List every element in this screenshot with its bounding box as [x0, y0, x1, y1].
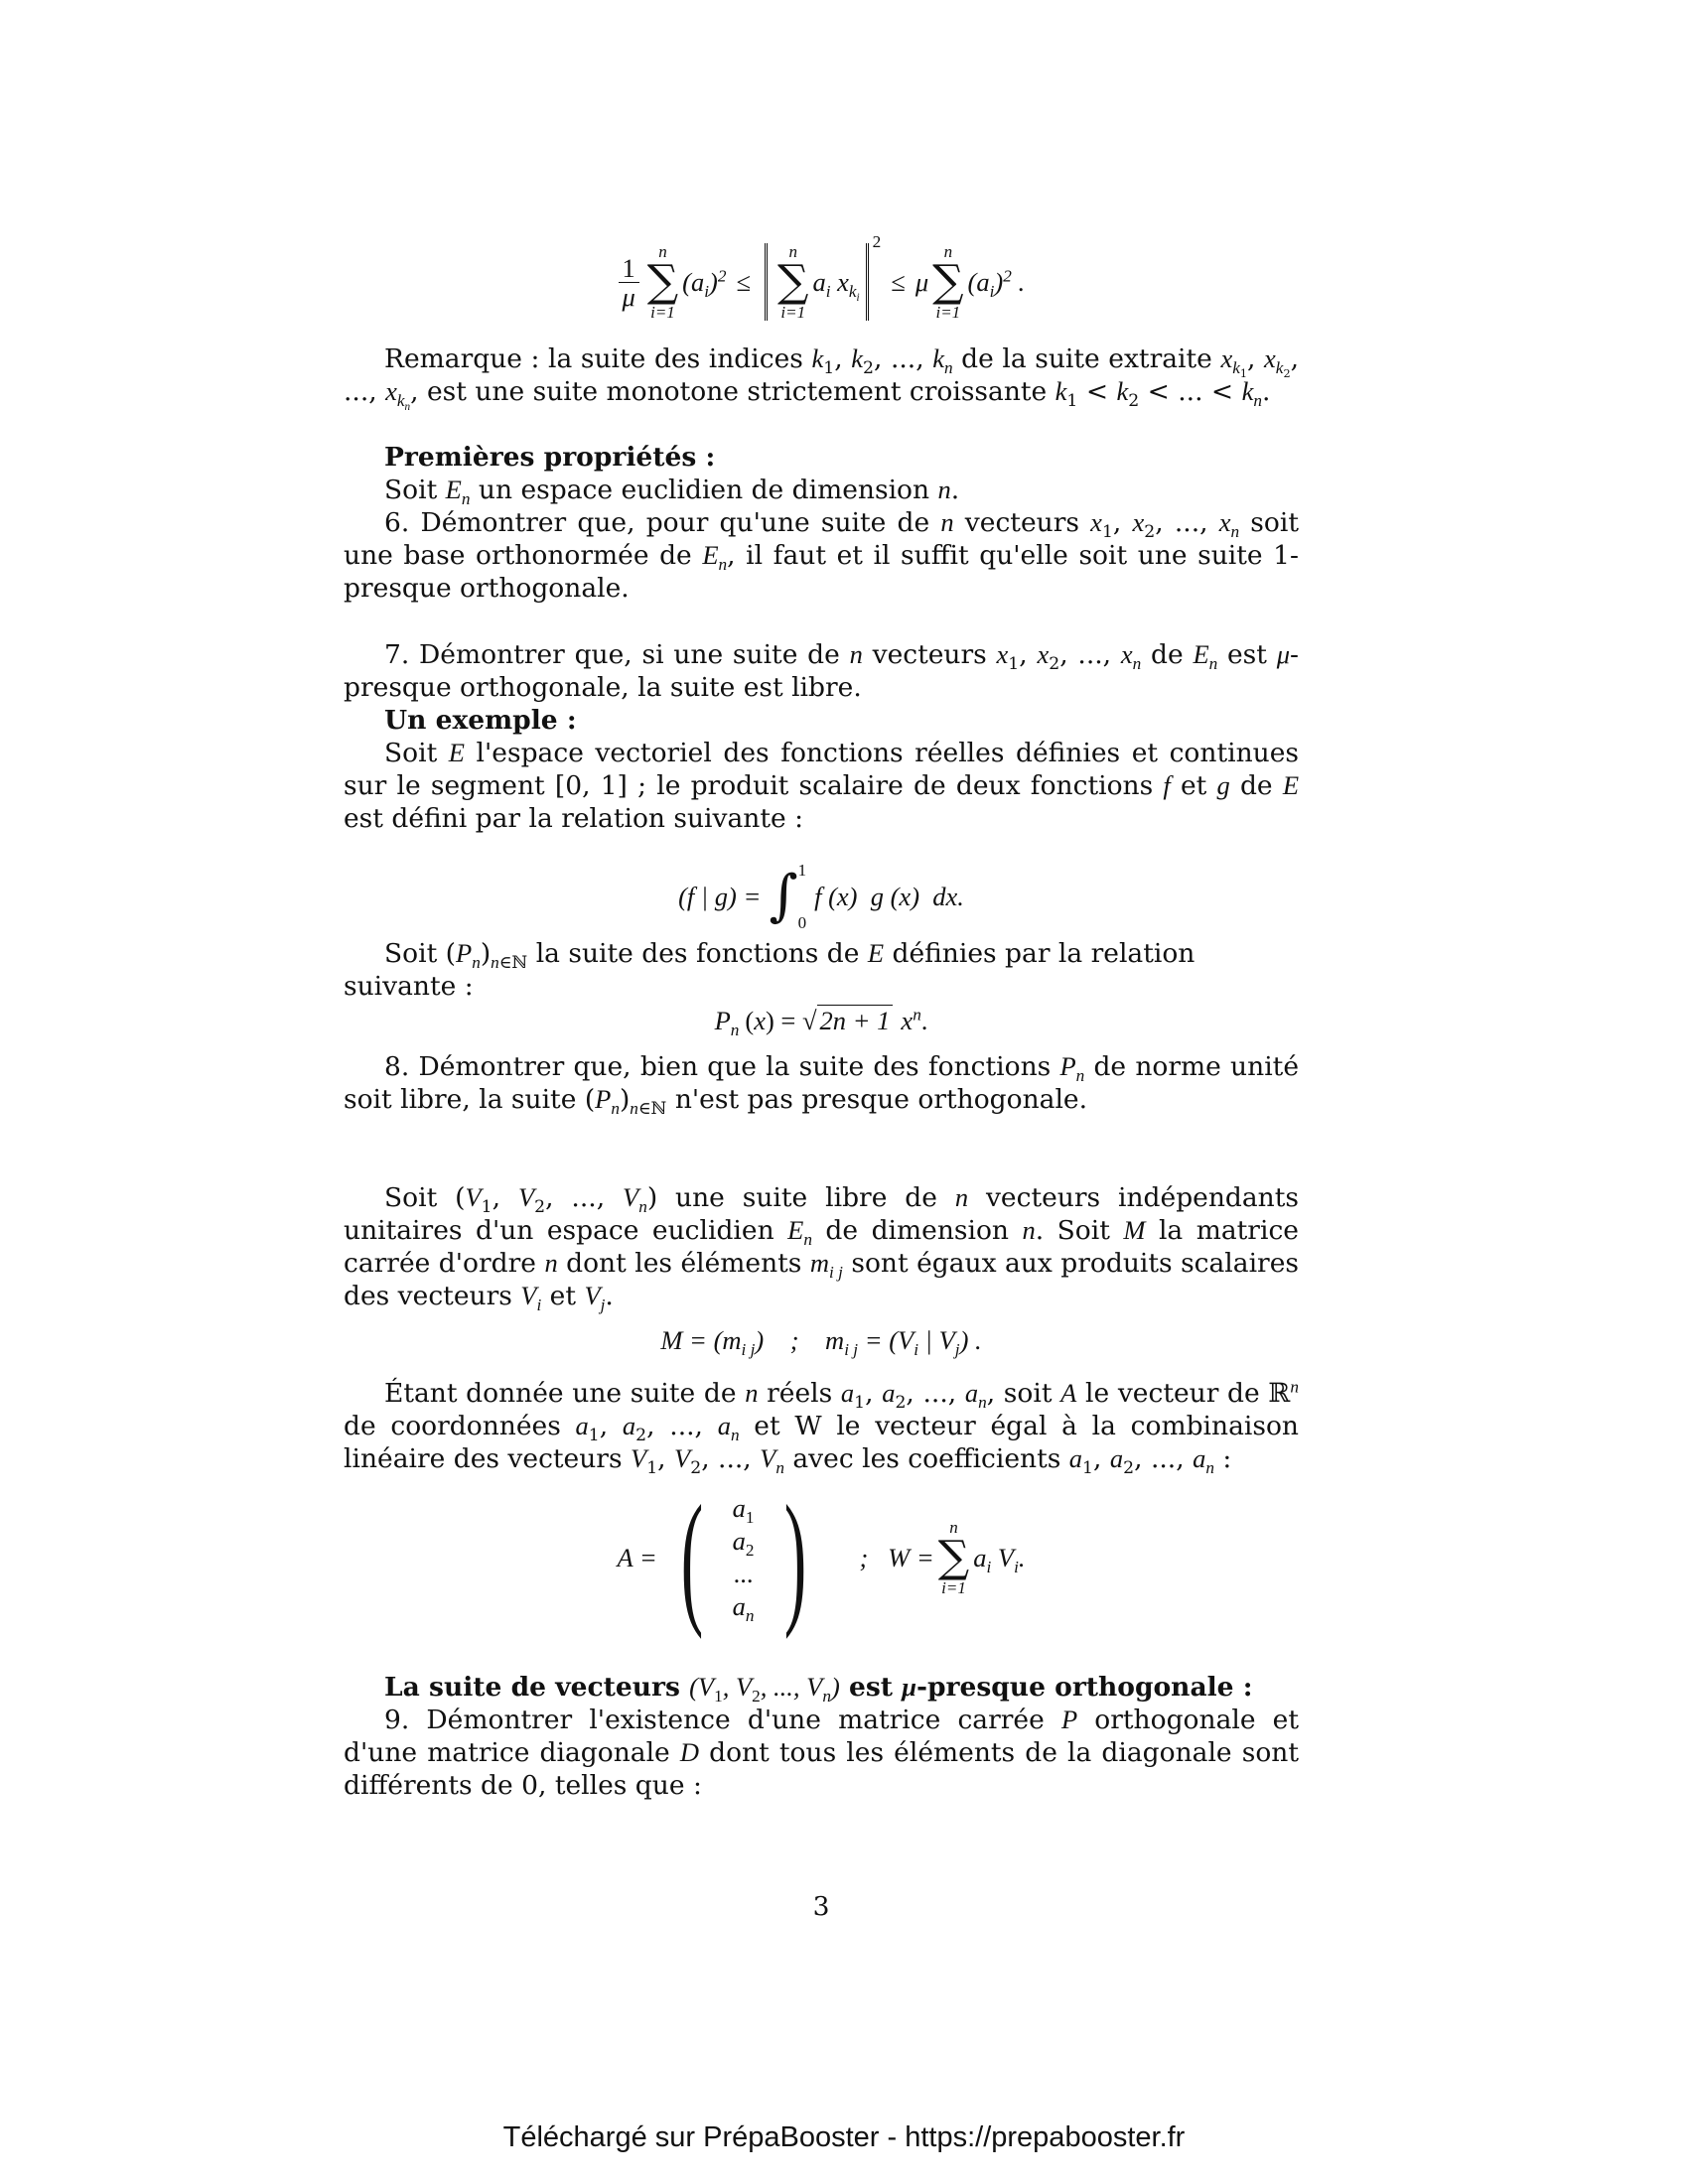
matrix-w-formula: A = ( $a_1$ $a_2$ ... $a_n$ ) ; W = n ∑ i=1 $a_i$ $V_i$. [617, 1475, 1026, 1640]
question-7: 7. Démontrer que, si une suite de n vecteurs $x_1$, $x_2$, ..., $x_n$ de $E_n$ est μ-presque orthogonale, la suite est libre. Un exemple : Soit E l'espace vectoriel des fonctions réelles définies et continues sur le segment [0, 1] ; le produit scalaire de deux fonctions f et g de E est défini par la relation suivante : [344, 639, 1299, 834]
remarque-paragraph: Remarque : la suite des indices $k_1$, $k_2$, ..., $k_n$ de la suite extraite $x_{k_1}$, $x_{k_2}$, ..., $x_{k_n}$, est une suite monotone strictement croissante $k_1 < k_2$ < ... < $k_n$. [344, 343, 1299, 413]
premieres-proprietes-section: Premières propriétés : Soit $E_n$ un espace euclidien de dimension n. 6. Démontrer que, pour qu'une suite de n vecteurs $x_1$, $x_2$, ..., $x_n$ soit une base orthonormée de $E_n$, il faut et il suffit qu'elle soit une suite 1-presque orthogonale. [344, 442, 1299, 604]
page-number: 3 [812, 1891, 830, 1922]
fraction-one-over-mu: $\frac{1}{\mu}$ [619, 254, 639, 311]
download-footer: Téléchargé sur PrépaBooster - https://prepabooster.fr [502, 2121, 1186, 2153]
section-heading: La suite de vecteurs ($V_1$, $V_2$, ..., $V_n$) est μ-presque orthogonale : [384, 1672, 1253, 1706]
pn-paragraph: Soit $(P_n)_{n\in ℕ}$ la suite des fonctions de E définies par la relation suivante : [344, 938, 1196, 1002]
question-6: 6. Démontrer que, pour qu'une suite de n vecteurs $x_1$, $x_2$, ..., $x_n$ soit une base orthonormée de $E_n$, il faut et il suffit qu'elle soit une suite 1-presque orthogonale. [344, 507, 1299, 604]
vectors-paragraph: Soit ($V_1$, $V_2$, ..., $V_n$) une suite libre de n vecteurs indépendants unitaires d'un espace euclidien $E_n$ de dimension n. Soit M la matrice carrée d'ordre n dont les éléments $m_{i j}$ sont égaux aux produits scalaires des vecteurs $V_i$ et $V_j$. [344, 1182, 1300, 1315]
integral-formula: (f | g) = ∫ 1 0 f (x) g (x) dx. [678, 861, 964, 932]
section-heading: Un exemple : [384, 705, 577, 736]
coefficients-paragraph: Étant donnée une suite de n réels $a_1$, $a_2$, ..., $a_n$, soit A le vecteur de ℝ$^n$ de coordonnées $a_1$, $a_2$, ..., $a_n$ et W le vecteur égal à la combinaison linéaire des vecteurs $V_1$, $V_2$, ..., $V_n$ avec les coefficients $a_1$, $a_2$, ..., $a_n$ : [344, 1377, 1300, 1479]
question-9: 9. Démontrer l'existence d'une matrice carrée P orthogonale et d'une matrice diagonale D dont tous les éléments de la diagonale sont différents de 0, telles que : [344, 1705, 1300, 1801]
norm-expression: n ∑ i=1 $a_i$ $x_{k_i}$ [765, 243, 869, 321]
m-formula: $M = (m_{i j})$ ; $m_{i j} = (V_i$ | $V_j$) . [660, 1324, 982, 1359]
question-8: 8. Démontrer que, bien que la suite des fonctions $P_n$ de norme unité soit libre, la suite $(P_n)_{n\in ℕ}$ n'est pas presque orthogonale. [344, 1051, 1299, 1120]
section-heading: Premières propriétés : [384, 442, 716, 473]
column-vector-a: ( $a_1$ $a_2$ ... $a_n$ ) [680, 1475, 806, 1640]
sum-symbol: n ∑ i=1 [646, 242, 679, 322]
mu-presque-section [344, 1671, 1299, 1802]
inequality-formula: $\frac{1}{\mu}$ n ∑ i=1 $(a_i)^2$ ≤ n ∑ i=1 $a_i$ $x_{k_i}$ 2 ≤ μ n ∑ i=1 $(a_i)^2$ . [344, 236, 1299, 328]
pn-formula: $P_n$ ( x ) = √ 2n + 1 $x^n$ . [714, 1005, 928, 1039]
